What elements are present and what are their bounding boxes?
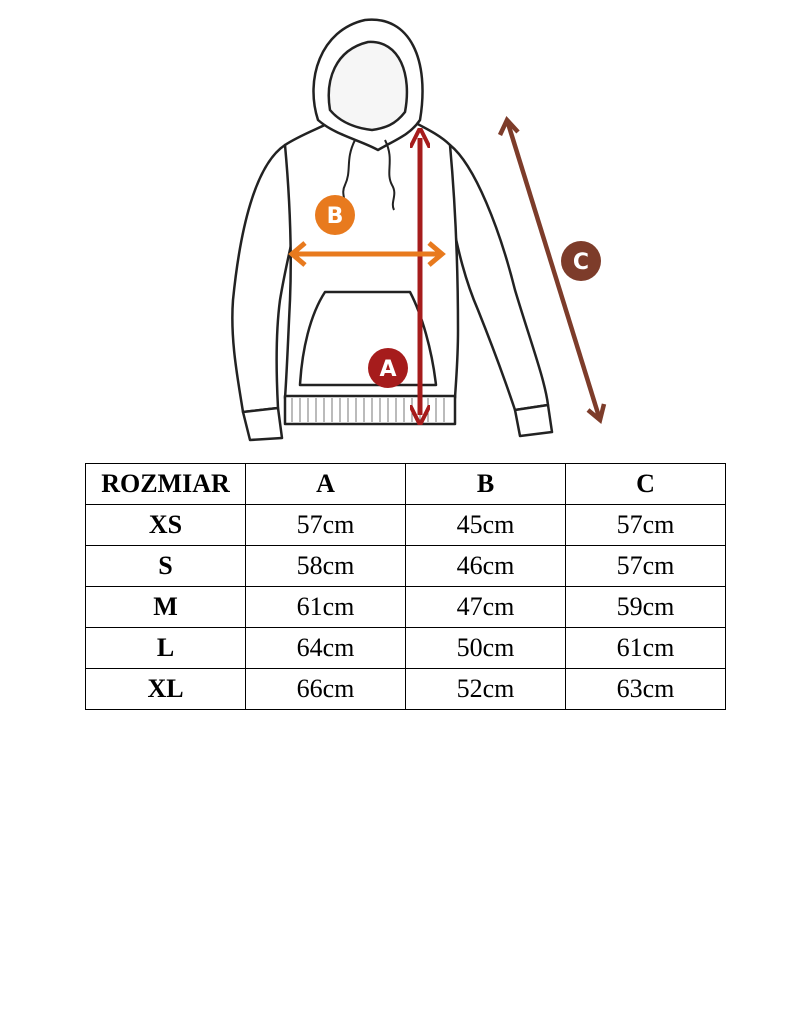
value-c-cell: 63cm	[566, 669, 726, 710]
badge-b: B	[326, 204, 344, 229]
value-b-cell: 50cm	[406, 628, 566, 669]
hoodie-illustration	[0, 0, 794, 450]
badge-a: A	[379, 357, 397, 382]
header-c: C	[566, 464, 726, 505]
value-b-cell: 46cm	[406, 546, 566, 587]
size-cell: XL	[86, 669, 246, 710]
size-cell: M	[86, 587, 246, 628]
header-b: B	[406, 464, 566, 505]
value-a-cell: 58cm	[246, 546, 406, 587]
value-a-cell: 64cm	[246, 628, 406, 669]
value-a-cell: 66cm	[246, 669, 406, 710]
value-a-cell: 57cm	[246, 505, 406, 546]
table-row	[86, 546, 726, 587]
table-row	[86, 505, 726, 546]
size-cell: XS	[86, 505, 246, 546]
size-cell: S	[86, 546, 246, 587]
value-c-cell: 59cm	[566, 587, 726, 628]
header-size: ROZMIAR	[86, 464, 246, 505]
badge-c: C	[572, 250, 590, 275]
size-table	[85, 463, 726, 710]
value-b-cell: 52cm	[406, 669, 566, 710]
table-row	[86, 628, 726, 669]
value-b-cell: 47cm	[406, 587, 566, 628]
table-row	[86, 587, 726, 628]
size-cell: L	[86, 628, 246, 669]
value-b-cell: 45cm	[406, 505, 566, 546]
value-c-cell: 61cm	[566, 628, 726, 669]
value-c-cell: 57cm	[566, 505, 726, 546]
header-a: A	[246, 464, 406, 505]
table-header-row	[86, 464, 726, 505]
value-c-cell: 57cm	[566, 546, 726, 587]
table-row	[86, 669, 726, 710]
value-a-cell: 61cm	[246, 587, 406, 628]
